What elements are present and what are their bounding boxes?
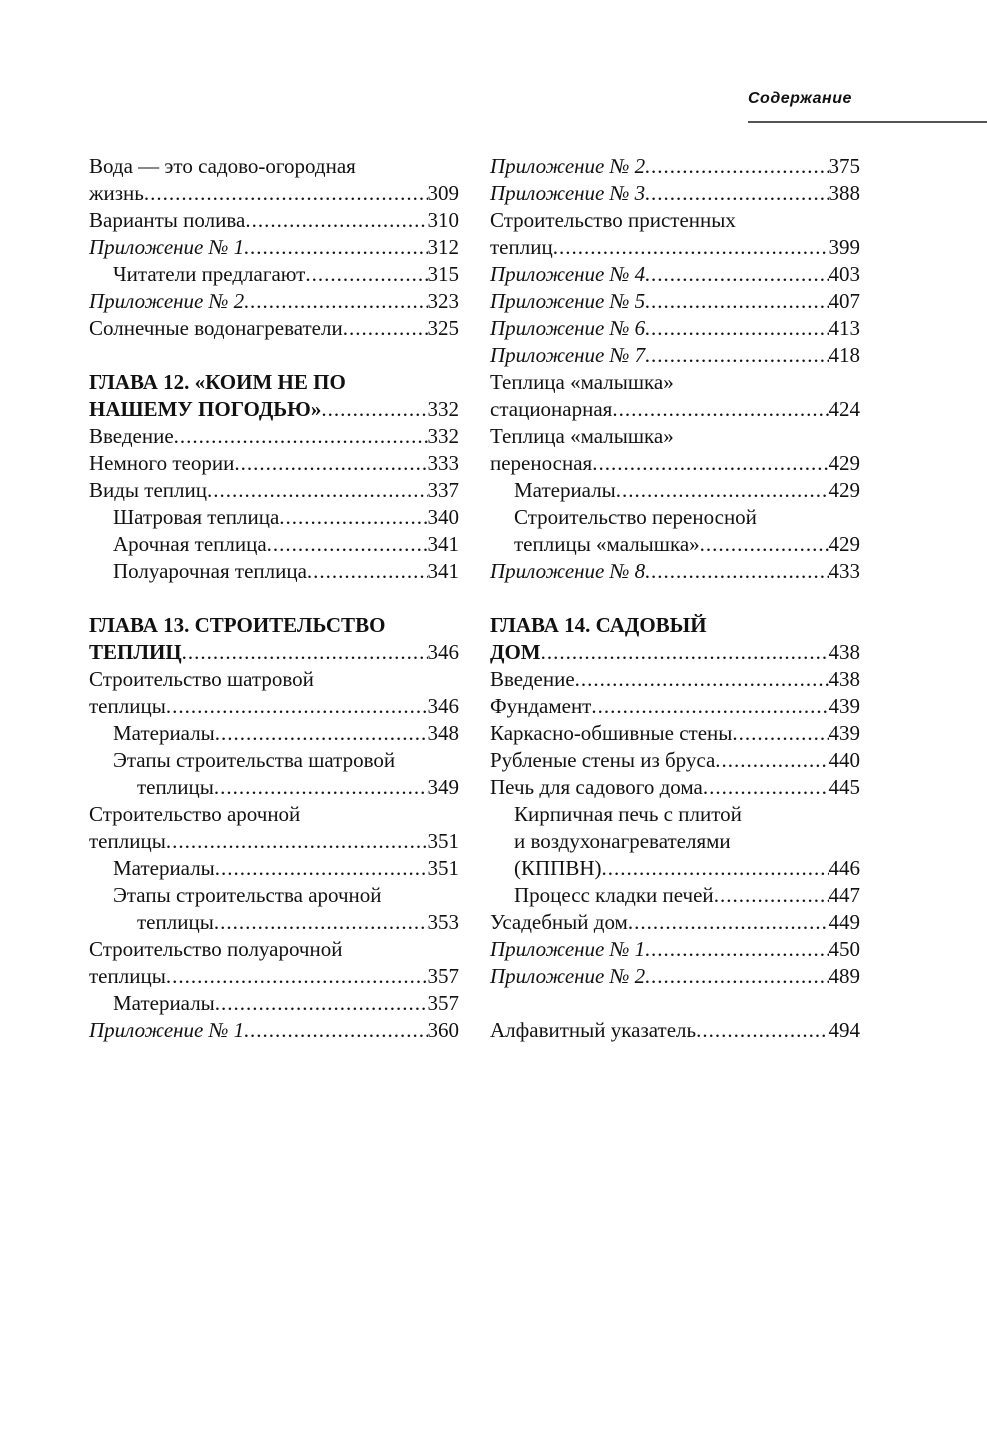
toc-entry-title: Алфавитный указатель [490, 1018, 697, 1042]
toc-page-number: 445 [828, 775, 860, 799]
toc-entry[interactable]: Кирпичная печь с плитой и воздухонагревателями (КППВН) ..... 446 [490, 801, 860, 882]
toc-column-left [89, 153, 459, 1044]
leader-dots [267, 531, 428, 558]
toc-page-number: 323 [427, 289, 459, 313]
toc-entry[interactable] [490, 936, 860, 963]
toc-entry-title: Приложение № 4 [490, 262, 646, 286]
toc-page-number: 429 [828, 532, 860, 556]
toc-entry-title: переносная [490, 451, 593, 475]
toc-entry-title: Приложение № 3 [490, 181, 646, 205]
leader-dots [245, 207, 427, 234]
toc-page-number: 424 [828, 397, 860, 421]
toc-entry-title: Рубленые стены из бруса [490, 748, 716, 772]
toc-page-number: 494 [828, 1018, 860, 1042]
toc-entry[interactable] [490, 288, 860, 315]
leader-dots [732, 720, 828, 747]
toc-entry-title: ДОМ [490, 640, 541, 664]
leader-dots [645, 936, 828, 963]
toc-entry-title: Приложение № 1 [89, 1018, 245, 1042]
toc-entry[interactable] [490, 666, 860, 693]
toc-entry[interactable] [490, 693, 860, 720]
toc-page-number: 429 [828, 451, 860, 475]
toc-chapter-heading[interactable]: ГЛАВА 13. СТРОИТЕЛЬСТВО ТЕПЛИЦ ..... 346 [89, 612, 459, 666]
toc-entry-title: Приложение № 1 [89, 235, 245, 259]
toc-page-number: 449 [828, 910, 860, 934]
toc-page-number: 353 [427, 910, 459, 934]
leader-dots [214, 774, 428, 801]
spacer [490, 585, 860, 612]
toc-entry-title: Арочная теплица [113, 532, 267, 556]
toc-entry[interactable]: Теплица «малышка» переносная ..... 429 [490, 423, 860, 477]
leader-dots [244, 1017, 427, 1044]
toc-entry[interactable] [490, 477, 860, 504]
toc-page-number: 348 [427, 721, 459, 745]
toc-page-number: 413 [828, 316, 860, 340]
toc-entry[interactable] [89, 423, 459, 450]
leader-dots [182, 639, 428, 666]
toc-entry-title: Шатровая теплица [113, 505, 280, 529]
running-header-title: Содержание [748, 90, 852, 107]
toc-entry-title: Материалы [514, 478, 616, 502]
leader-dots [553, 234, 829, 261]
toc-entry-title: НАШЕМУ ПОГОДЬЮ» [89, 397, 322, 421]
toc-entry-title: Фундамент [490, 694, 592, 718]
toc-page-number: 351 [427, 856, 459, 880]
leader-dots [215, 720, 428, 747]
toc-entry-title: теплицы [137, 910, 214, 934]
toc-entry[interactable]: Этапы строительства арочной теплицы ..... 353 [89, 882, 459, 936]
toc-page-number: 351 [427, 829, 459, 853]
toc-entry-title: Полуарочная теплица [113, 559, 307, 583]
toc-entry-title: теплицы «малышка» [514, 532, 700, 556]
leader-dots [645, 315, 828, 342]
toc-page-number: 309 [427, 181, 459, 205]
toc-page-number: 403 [828, 262, 860, 286]
toc-entry[interactable] [89, 720, 459, 747]
toc-page-number: 360 [427, 1018, 459, 1042]
toc-entry[interactable] [89, 207, 459, 234]
toc-entry[interactable]: Этапы строительства шатровой теплицы ..... 349 [89, 747, 459, 801]
leader-dots [645, 261, 828, 288]
leader-dots [244, 288, 427, 315]
leader-dots [645, 288, 828, 315]
toc-page-number: 438 [828, 667, 860, 691]
toc-entry[interactable] [490, 774, 860, 801]
toc-page-number: 332 [427, 424, 459, 448]
toc-entry[interactable]: Строительство полуарочной теплицы ..... 357 [89, 936, 459, 990]
toc-entry[interactable]: Вода — это садово-огородная жизнь ..... 309 [89, 153, 459, 207]
toc-entry-title: Усадебный дом [490, 910, 628, 934]
toc-entry[interactable] [89, 531, 459, 558]
toc-page-number: 310 [427, 208, 459, 232]
toc-page-number: 340 [427, 505, 459, 529]
leader-dots [215, 990, 428, 1017]
toc-entry[interactable] [490, 909, 860, 936]
toc-entry[interactable] [89, 477, 459, 504]
toc-entry[interactable] [490, 747, 860, 774]
toc-entry[interactable] [490, 261, 860, 288]
toc-page-number: 446 [828, 856, 860, 880]
toc-entry[interactable] [89, 288, 459, 315]
toc-page-number: 346 [427, 694, 459, 718]
toc-entry[interactable] [490, 153, 860, 180]
leader-dots [174, 423, 428, 450]
toc-entry-title: Введение [89, 424, 174, 448]
toc-page-number: 489 [828, 964, 860, 988]
toc-page-number: 315 [427, 262, 459, 286]
toc-entry[interactable]: Строительство переносной теплицы «малышка» ..... 429 [490, 504, 860, 558]
leader-dots [645, 153, 828, 180]
toc-page-number: 439 [828, 694, 860, 718]
toc-entry-title: Приложение № 2 [490, 154, 646, 178]
leader-dots [234, 450, 427, 477]
toc-page-number: 346 [427, 640, 459, 664]
toc-page-number: 438 [828, 640, 860, 664]
toc-page-number: 433 [828, 559, 860, 583]
leader-dots [602, 855, 829, 882]
toc-page-number: 429 [828, 478, 860, 502]
toc-entry-title: Приложение № 2 [490, 964, 646, 988]
toc-page-number: 388 [828, 181, 860, 205]
toc-page-number: 325 [427, 316, 459, 340]
toc-entry-title: Приложение № 5 [490, 289, 646, 313]
leader-dots [244, 234, 427, 261]
leader-dots [592, 450, 828, 477]
toc-entry-title: Приложение № 6 [490, 316, 646, 340]
toc-entry-title: жизнь [89, 181, 144, 205]
leader-dots [343, 315, 428, 342]
toc-entry-title: Материалы [113, 856, 215, 880]
toc-page-number: 312 [427, 235, 459, 259]
toc-entry[interactable] [89, 990, 459, 1017]
toc-page-number: 450 [828, 937, 860, 961]
toc-entry[interactable] [89, 450, 459, 477]
leader-dots [214, 909, 428, 936]
toc-entry-title: Печь для садового дома [490, 775, 703, 799]
leader-dots [166, 693, 428, 720]
toc-entry[interactable] [490, 342, 860, 369]
toc-entry-title: теплицы [89, 829, 166, 853]
toc-entry-title: Виды теплиц [89, 478, 207, 502]
toc-entry[interactable] [89, 504, 459, 531]
toc-entry-title: Введение [490, 667, 575, 691]
toc-column-right [490, 153, 860, 1044]
toc-entry[interactable]: Строительство шатровой теплицы ..... 346 [89, 666, 459, 720]
toc-entry-title: теплицы [137, 775, 214, 799]
toc-page-number: 439 [828, 721, 860, 745]
toc-entry[interactable] [490, 558, 860, 585]
toc-entry-title: Каркасно-обшивные стены [490, 721, 733, 745]
toc-entry-title: Приложение № 8 [490, 559, 646, 583]
toc-entry-title: Приложение № 7 [490, 343, 646, 367]
toc-entry-title: теплиц [490, 235, 553, 259]
toc-entry[interactable] [490, 315, 860, 342]
spacer [89, 342, 459, 369]
header-rule [748, 121, 987, 123]
leader-dots [645, 558, 828, 585]
toc-page-number: 375 [828, 154, 860, 178]
toc-entry-title: Процесс кладки печей [514, 883, 714, 907]
toc-entry-title: теплицы [89, 694, 166, 718]
leader-dots [541, 639, 829, 666]
toc-entry-title: Приложение № 2 [89, 289, 245, 313]
toc-entry[interactable] [89, 234, 459, 261]
toc-entry-title: Материалы [113, 721, 215, 745]
leader-dots [305, 261, 427, 288]
toc-entry-title: Читатели предлагают [113, 262, 306, 286]
toc-entry-title: Немного теории [89, 451, 235, 475]
toc-page-number: 341 [427, 559, 459, 583]
leader-dots [591, 693, 828, 720]
toc-page-number: 357 [427, 964, 459, 988]
toc-page-number: 333 [427, 451, 459, 475]
toc-entry-title: Солнечные водонагреватели [89, 316, 343, 340]
toc-page-number: 440 [828, 748, 860, 772]
toc-entry-title: Приложение № 1 [490, 937, 646, 961]
leader-dots [166, 828, 428, 855]
toc-entry[interactable] [490, 882, 860, 909]
toc-chapter-heading[interactable]: ГЛАВА 14. САДОВЫЙ ДОМ ..... 438 [490, 612, 860, 666]
leader-dots [645, 963, 828, 990]
toc-entry[interactable] [89, 558, 459, 585]
leader-dots [144, 180, 428, 207]
leader-dots [628, 909, 829, 936]
toc-page-number: 407 [828, 289, 860, 313]
leader-dots [714, 882, 829, 909]
toc-chapter-heading[interactable]: ГЛАВА 12. «КОИМ НЕ ПО НАШЕМУ ПОГОДЬЮ» ..... 332 [89, 369, 459, 423]
toc-page-number: 349 [427, 775, 459, 799]
leader-dots [715, 747, 828, 774]
leader-dots [612, 396, 828, 423]
leader-dots [616, 477, 829, 504]
toc-entry-title: Варианты полива [89, 208, 246, 232]
leader-dots [207, 477, 428, 504]
toc-entry-title: (КППВН) [514, 856, 602, 880]
leader-dots [645, 180, 828, 207]
leader-dots [321, 396, 427, 423]
leader-dots [215, 855, 428, 882]
spacer [89, 585, 459, 612]
toc-entry[interactable] [89, 855, 459, 882]
toc-entry-title: Материалы [113, 991, 215, 1015]
leader-dots [645, 342, 828, 369]
toc-entry[interactable] [490, 1017, 860, 1044]
leader-dots [696, 1017, 828, 1044]
leader-dots [700, 531, 829, 558]
toc-entry[interactable] [490, 180, 860, 207]
toc-entry[interactable] [89, 315, 459, 342]
toc-entry[interactable]: Строительство пристенных теплиц ..... 399 [490, 207, 860, 261]
toc-entry[interactable]: Строительство арочной теплицы ..... 351 [89, 801, 459, 855]
leader-dots [575, 666, 829, 693]
leader-dots [279, 504, 427, 531]
toc-entry-title: ТЕПЛИЦ [89, 640, 182, 664]
toc-page-number: 447 [828, 883, 860, 907]
toc-entry[interactable] [490, 720, 860, 747]
toc-entry-title: теплицы [89, 964, 166, 988]
toc-page-number: 341 [427, 532, 459, 556]
spacer [490, 990, 860, 1017]
toc-page-number: 399 [828, 235, 860, 259]
leader-dots [703, 774, 829, 801]
toc-page-number: 418 [828, 343, 860, 367]
toc-entry[interactable] [89, 1017, 459, 1044]
toc-entry-title: стационарная [490, 397, 613, 421]
leader-dots [307, 558, 428, 585]
toc-page-number: 337 [427, 478, 459, 502]
toc-entry[interactable] [89, 261, 459, 288]
toc-entry[interactable] [490, 963, 860, 990]
toc-entry[interactable]: Теплица «малышка» стационарная ..... 424 [490, 369, 860, 423]
leader-dots [166, 963, 428, 990]
toc-page-number: 332 [427, 397, 459, 421]
toc-page-number: 357 [427, 991, 459, 1015]
